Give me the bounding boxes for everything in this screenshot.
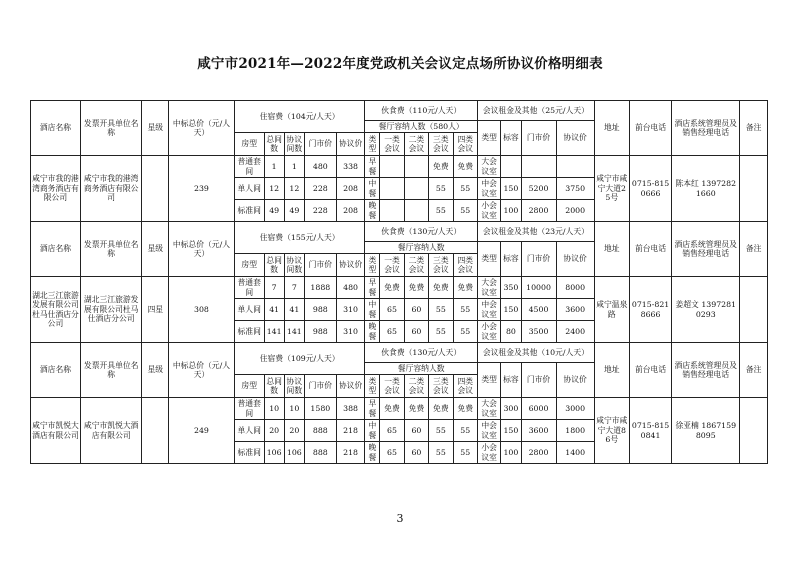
- room-total: 10: [264, 398, 284, 420]
- price-table: [30, 100, 768, 464]
- meeting-capacity: 150: [501, 420, 521, 442]
- meeting-room-type: 大会议室: [477, 398, 500, 420]
- meal-class1: [380, 178, 404, 200]
- hotel-name: 湖北三江旅游发展有限公司杜马仕酒店分公司: [31, 277, 81, 343]
- room-door-price: 988: [304, 321, 336, 343]
- front-desk-phone: 0715-8218666: [629, 277, 671, 343]
- meal-class2: 免费: [404, 277, 428, 299]
- header-meal-type: 类型: [365, 375, 380, 398]
- restaurant-capacity-label: 餐厅容纳人数: [378, 121, 426, 131]
- header-star: 星级: [142, 101, 169, 156]
- meeting-capacity: [501, 156, 521, 178]
- meeting-room-type: 小会议室: [477, 321, 500, 343]
- room-type: 标准间: [234, 442, 264, 464]
- meal-class3: 55: [429, 178, 453, 200]
- front-desk-phone: 0715-8150666: [629, 156, 671, 222]
- header-conf-class: 三类会议: [429, 375, 453, 398]
- header-conf-type: 类型: [477, 242, 500, 277]
- room-agreed: 49: [284, 200, 304, 222]
- room-agreed-price: 208: [336, 200, 365, 222]
- meeting-door-price: 2800: [521, 200, 556, 222]
- room-type: 单人间: [234, 420, 264, 442]
- restaurant-capacity-label: 餐厅容纳人数: [397, 242, 445, 252]
- header-total-rooms: 总间数: [264, 254, 284, 277]
- room-total: 106: [264, 442, 284, 464]
- room-type: 普通套间: [234, 398, 264, 420]
- header-conf-type: 类型: [477, 363, 500, 398]
- header-lodging: 住宿费（104元/人天）: [234, 101, 365, 133]
- meal-class3: 55: [429, 299, 453, 321]
- hotel-address: 咸宁温泉路: [594, 277, 629, 343]
- header-remark: 备注: [740, 222, 768, 277]
- meeting-agreed-price: 3750: [556, 178, 594, 200]
- total-price: 239: [169, 156, 235, 222]
- meeting-agreed-price: 2400: [556, 321, 594, 343]
- header-conf-agreed-price: 协议价: [556, 121, 594, 156]
- header-front-desk: 前台电话: [629, 343, 671, 398]
- meeting-door-price: 5200: [521, 178, 556, 200]
- header-manager: 酒店系统管理员及销售经理电话: [672, 343, 740, 398]
- meal-class2: 免费: [404, 398, 428, 420]
- meeting-room-type: 小会议室: [477, 200, 500, 222]
- meeting-door-price: 6000: [521, 398, 556, 420]
- meal-class2: 60: [404, 420, 428, 442]
- meal-type: 晚餐: [365, 200, 380, 222]
- header-conf-door-price: 门市价: [521, 121, 556, 156]
- header-agreed-price: 协议价: [336, 254, 365, 277]
- header-total-price: 中标总价（元/人天）: [169, 222, 235, 277]
- meeting-room-type: 中会议室: [477, 178, 500, 200]
- room-type: 标准间: [234, 321, 264, 343]
- header-address: 地址: [594, 101, 629, 156]
- hotel-address: 咸宁市咸宁大道86号: [594, 398, 629, 464]
- header-conf-class: 三类会议: [429, 254, 453, 277]
- meal-class4: 55: [453, 200, 477, 222]
- meal-class1: 免费: [380, 277, 404, 299]
- header-door-price: 门市价: [304, 133, 336, 156]
- meal-class4: 55: [453, 420, 477, 442]
- meeting-agreed-price: 8000: [556, 277, 594, 299]
- header-restaurant-capacity: [365, 121, 478, 133]
- front-desk-phone: 0715-8150841: [629, 398, 671, 464]
- header-conf-door-price: 门市价: [521, 363, 556, 398]
- meeting-door-price: 3500: [521, 321, 556, 343]
- meal-class1: [380, 200, 404, 222]
- room-agreed: 20: [284, 420, 304, 442]
- header-conf-agreed-price: 协议价: [556, 242, 594, 277]
- room-agreed-price: 218: [336, 420, 365, 442]
- meeting-agreed-price: 2000: [556, 200, 594, 222]
- header-invoice-unit: 发票开具单位名称: [80, 222, 142, 277]
- meal-class3: 免费: [429, 156, 453, 178]
- meal-class1: 65: [380, 420, 404, 442]
- room-total: 1: [264, 156, 284, 178]
- room-type: 单人间: [234, 299, 264, 321]
- meal-class3: 免费: [429, 277, 453, 299]
- room-agreed-price: 208: [336, 178, 365, 200]
- room-agreed: 41: [284, 299, 304, 321]
- header-lodging: 住宿费（109元/人天）: [234, 343, 365, 375]
- hotel-address: 咸宁市咸宁大道25号: [594, 156, 629, 222]
- meal-type: 中餐: [365, 299, 380, 321]
- header-dining: 伙食费（130元/人天）: [365, 343, 478, 363]
- meeting-agreed-price: 3000: [556, 398, 594, 420]
- header-total-price: 中标总价（元/人天）: [169, 101, 235, 156]
- hotel-name: 咸宁市我的港湾商务酒店有限公司: [31, 156, 81, 222]
- room-total: 141: [264, 321, 284, 343]
- room-door-price: 988: [304, 299, 336, 321]
- room-total: 49: [264, 200, 284, 222]
- meal-class1: 65: [380, 442, 404, 464]
- room-type: 普通套间: [234, 277, 264, 299]
- page-number: 3: [396, 512, 404, 525]
- room-type: 单人间: [234, 178, 264, 200]
- header-agreed-rooms: 协议间数: [284, 254, 304, 277]
- room-agreed: 7: [284, 277, 304, 299]
- header-conf-class: 二类会议: [404, 133, 428, 156]
- meeting-capacity: 100: [501, 442, 521, 464]
- invoice-unit: 咸宁市凯悦大酒店有限公司: [80, 398, 142, 464]
- invoice-unit: 湖北三江旅游发展有限公司杜马仕酒店分公司: [80, 277, 142, 343]
- hotel-name: 咸宁市凯悦大酒店有限公司: [31, 398, 81, 464]
- room-door-price: 888: [304, 442, 336, 464]
- room-total: 41: [264, 299, 284, 321]
- header-star: 星级: [142, 343, 169, 398]
- meal-class2: [404, 156, 428, 178]
- header-total-price: 中标总价（元/人天）: [169, 343, 235, 398]
- room-total: 7: [264, 277, 284, 299]
- header-restaurant-capacity: [365, 242, 478, 254]
- meal-class4: 免费: [453, 277, 477, 299]
- meal-class2: 60: [404, 442, 428, 464]
- total-price: 249: [169, 398, 235, 464]
- meeting-capacity: 100: [501, 200, 521, 222]
- meeting-agreed-price: 1400: [556, 442, 594, 464]
- meal-class3: 55: [429, 200, 453, 222]
- meeting-door-price: 2800: [521, 442, 556, 464]
- hotel-remark: [740, 277, 768, 343]
- header-address: 地址: [594, 343, 629, 398]
- meal-type: 早餐: [365, 398, 380, 420]
- header-room-type: 房型: [234, 133, 264, 156]
- room-door-price: 1888: [304, 277, 336, 299]
- header-remark: 备注: [740, 343, 768, 398]
- header-address: 地址: [594, 222, 629, 277]
- header-meeting: 会议租金及其他（10元/人天）: [477, 343, 594, 363]
- room-agreed-price: 480: [336, 277, 365, 299]
- meal-class3: 55: [429, 442, 453, 464]
- header-room-type: 房型: [234, 375, 264, 398]
- meeting-door-price: 10000: [521, 277, 556, 299]
- header-hotel-name: 酒店名称: [31, 101, 81, 156]
- header-dining: 伙食费（110元/人天）: [365, 101, 478, 121]
- meal-class1: 65: [380, 321, 404, 343]
- room-door-price: 1580: [304, 398, 336, 420]
- header-invoice-unit: 发票开具单位名称: [80, 101, 142, 156]
- meal-type: 中餐: [365, 420, 380, 442]
- header-remark: 备注: [740, 101, 768, 156]
- header-capacity: 标容: [501, 363, 521, 398]
- meal-class4: 55: [453, 178, 477, 200]
- star-rating: [142, 398, 169, 464]
- header-hotel-name: 酒店名称: [31, 343, 81, 398]
- hotel-remark: [740, 156, 768, 222]
- room-agreed: 1: [284, 156, 304, 178]
- header-meal-type: 类型: [365, 133, 380, 156]
- meal-class4: 免费: [453, 398, 477, 420]
- room-door-price: 228: [304, 178, 336, 200]
- meal-type: 早餐: [365, 156, 380, 178]
- meeting-door-price: 4500: [521, 299, 556, 321]
- meal-class3: 55: [429, 420, 453, 442]
- meal-type: 晚餐: [365, 321, 380, 343]
- room-agreed: 106: [284, 442, 304, 464]
- meeting-room-type: 中会议室: [477, 420, 500, 442]
- room-agreed: 141: [284, 321, 304, 343]
- header-conf-class: 一类会议: [380, 254, 404, 277]
- header-door-price: 门市价: [304, 375, 336, 398]
- room-total: 12: [264, 178, 284, 200]
- header-star: 星级: [142, 222, 169, 277]
- meal-class2: 60: [404, 299, 428, 321]
- restaurant-capacity-count: （580人）: [425, 121, 464, 131]
- meal-class2: [404, 200, 428, 222]
- room-type: 普通套间: [234, 156, 264, 178]
- header-meeting: 会议租金及其他（25元/人天）: [477, 101, 594, 121]
- header-door-price: 门市价: [304, 254, 336, 277]
- header-agreed-rooms: 协议间数: [284, 133, 304, 156]
- meeting-door-price: 3600: [521, 420, 556, 442]
- header-capacity: 标容: [501, 121, 521, 156]
- room-agreed-price: 338: [336, 156, 365, 178]
- meal-type: 中餐: [365, 178, 380, 200]
- header-meeting: 会议租金及其他（23元/人天）: [477, 222, 594, 242]
- header-room-type: 房型: [234, 254, 264, 277]
- page-title: 咸宁市2021年—2022年度党政机关会议定点场所协议价格明细表: [197, 56, 603, 72]
- meeting-capacity: 350: [501, 277, 521, 299]
- header-dining: 伙食费（130元/人天）: [365, 222, 478, 242]
- header-capacity: 标容: [501, 242, 521, 277]
- header-invoice-unit: 发票开具单位名称: [80, 343, 142, 398]
- meal-class4: 55: [453, 442, 477, 464]
- star-rating: 四星: [142, 277, 169, 343]
- meeting-agreed-price: 3600: [556, 299, 594, 321]
- header-total-rooms: 总间数: [264, 133, 284, 156]
- meeting-room-type: 小会议室: [477, 442, 500, 464]
- hotel-remark: [740, 398, 768, 464]
- manager-contact: 陈本红 13972821660: [672, 156, 740, 222]
- room-agreed-price: 310: [336, 299, 365, 321]
- header-conf-agreed-price: 协议价: [556, 363, 594, 398]
- meeting-capacity: 80: [501, 321, 521, 343]
- room-type: 标准间: [234, 200, 264, 222]
- meeting-room-type: 大会议室: [477, 156, 500, 178]
- header-hotel-name: 酒店名称: [31, 222, 81, 277]
- header-conf-class: 二类会议: [404, 254, 428, 277]
- meal-type: 早餐: [365, 277, 380, 299]
- header-restaurant-capacity: [365, 363, 478, 375]
- header-front-desk: 前台电话: [629, 222, 671, 277]
- header-conf-class: 一类会议: [380, 375, 404, 398]
- meeting-capacity: 150: [501, 299, 521, 321]
- room-door-price: 228: [304, 200, 336, 222]
- header-lodging: 住宿费（155元/人天）: [234, 222, 365, 254]
- restaurant-capacity-label: 餐厅容纳人数: [397, 363, 445, 373]
- header-front-desk: 前台电话: [629, 101, 671, 156]
- header-conf-type: 类型: [477, 121, 500, 156]
- header-meal-type: 类型: [365, 254, 380, 277]
- meal-class4: 55: [453, 321, 477, 343]
- meeting-agreed-price: 1800: [556, 420, 594, 442]
- header-conf-class: 二类会议: [404, 375, 428, 398]
- meal-class2: 60: [404, 321, 428, 343]
- header-conf-door-price: 门市价: [521, 242, 556, 277]
- header-conf-class: 三类会议: [429, 133, 453, 156]
- meal-class3: 55: [429, 321, 453, 343]
- manager-contact: 徐亚楠 18671598095: [672, 398, 740, 464]
- meeting-agreed-price: [556, 156, 594, 178]
- meal-class4: 免费: [453, 156, 477, 178]
- meal-class2: [404, 178, 428, 200]
- total-price: 308: [169, 277, 235, 343]
- meeting-capacity: 150: [501, 178, 521, 200]
- room-door-price: 480: [304, 156, 336, 178]
- header-manager: 酒店系统管理员及销售经理电话: [672, 101, 740, 156]
- invoice-unit: 咸宁市我的港湾商务酒店有限公司: [80, 156, 142, 222]
- header-agreed-price: 协议价: [336, 133, 365, 156]
- meeting-room-type: 大会议室: [477, 277, 500, 299]
- header-total-rooms: 总间数: [264, 375, 284, 398]
- meal-class1: 免费: [380, 398, 404, 420]
- room-total: 20: [264, 420, 284, 442]
- meal-type: 晚餐: [365, 442, 380, 464]
- header-conf-class: 四类会议: [453, 375, 477, 398]
- meeting-room-type: 中会议室: [477, 299, 500, 321]
- manager-contact: 姜超文 13972810293: [672, 277, 740, 343]
- meal-class3: 免费: [429, 398, 453, 420]
- room-agreed-price: 388: [336, 398, 365, 420]
- header-conf-class: 四类会议: [453, 254, 477, 277]
- header-agreed-rooms: 协议间数: [284, 375, 304, 398]
- header-conf-class: 四类会议: [453, 133, 477, 156]
- header-agreed-price: 协议价: [336, 375, 365, 398]
- header-conf-class: 一类会议: [380, 133, 404, 156]
- room-agreed-price: 218: [336, 442, 365, 464]
- star-rating: [142, 156, 169, 222]
- room-door-price: 888: [304, 420, 336, 442]
- room-agreed: 12: [284, 178, 304, 200]
- room-agreed: 10: [284, 398, 304, 420]
- meal-class4: 55: [453, 299, 477, 321]
- meal-class1: 65: [380, 299, 404, 321]
- meeting-capacity: 300: [501, 398, 521, 420]
- meal-class1: [380, 156, 404, 178]
- meeting-door-price: [521, 156, 556, 178]
- room-agreed-price: 310: [336, 321, 365, 343]
- header-manager: 酒店系统管理员及销售经理电话: [672, 222, 740, 277]
